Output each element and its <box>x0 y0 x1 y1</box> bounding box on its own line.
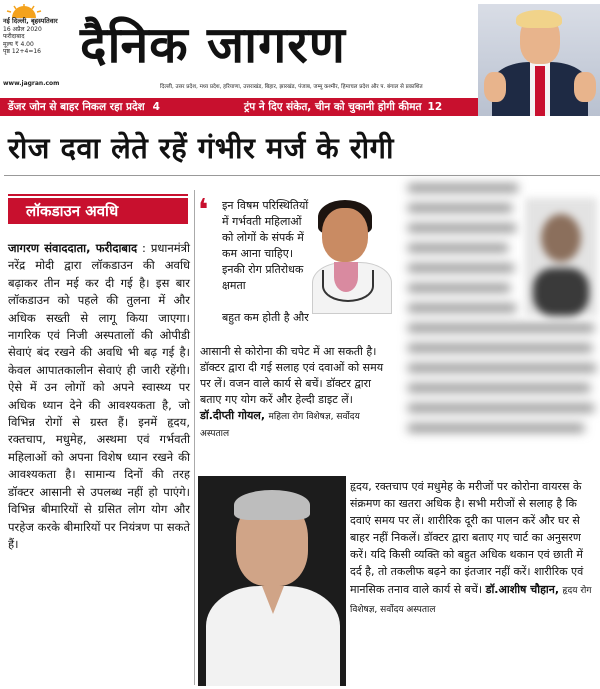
article-body-text: : प्रधानमंत्री नरेंद्र मोदी द्वारा लॉकडाउन की अवधि बढ़ाकर तीन मई कर दी गई है। इस बार लॉकडाउन को पहले की तुलना में और अधिक सख्ती से लागू किया जाएगा। नागरिक एवं निजी अस्पतालों की ओपीडी सेवाएं बंद रखने की अवधि भी बढ़ गई है। केवल आपातकालीन सेवाएं ही जारी रहेंगी। ऐसे में उन लोगों को अपने स्वास्थ्य पर अधिक ध्यान देने की आवश्यकता है, जो विभिन्न रोगों से ग्रस्त हैं। इनमें हृदय, रक्तचाप, मधुमेह, अस्थमा एवं गर्भवती महिलाओं को अपना विशेष ध्यान रखने की आवश्यकता है। सामान्य दिनों की तरह डॉक्टर आसानी से उपलब्ध नहीं हो पाएंगे। विभिन्न बीमारियों से ग्रसित लोग योग और परहेज करके बीमारियों पर नियंत्रण पा सकते हैं। <box>8 241 190 551</box>
photo-hand-left <box>484 72 506 102</box>
edition-date: 16 अप्रैल 2020 <box>3 25 42 33</box>
doctor1-text-c-body: आसानी से कोरोना की चपेट में आ सकती है। डॉक्टर द्वारा दी गई सलाह एवं दवाओं को समय पर लें। वजन वाले कार्य से बचें। डॉक्टर द्वारा बताए गए योग करें और हेल्दी डाइट लें। <box>200 345 384 407</box>
strip-left-page: 4 <box>152 101 160 113</box>
doctor2-text-body: हृदय, रक्तचाप एवं मधुमेह के मरीजों पर कोरोना वायरस के संक्रमण का खतरा अधिक है। सभी मरीजों से सलाह है कि दवाएं समय पर लें। शारीरिक दूरी का पालन करें और घर से बाहर नहीं निकलें। डॉक्टर द्वारा बताए गए चार्ट का अनुसरण करें। यदि किसी व्यक्ति को बहुत अधिक थकान एवं छाती में दर्द है, तो तकलीफ बढ़ने का इंतजार नहीं करें। शारीरिक एवं मानसिक तनाव वाले कार्य से बचें। <box>350 480 584 596</box>
column-divider <box>194 190 195 685</box>
strip-right-text: ट्रंप ने दिए संकेत, चीन को चुकानी होगी कीमत <box>244 101 422 113</box>
headline-strip <box>0 98 478 116</box>
doctor2-designation: हृदय रोग विशेषज्ञ, सर्वोदय अस्पताल <box>350 585 592 615</box>
doctor2-text <box>350 478 594 619</box>
sun-rays-icon <box>4 4 44 18</box>
edition-pages: पृष्ठ 12+4=16 <box>3 48 41 55</box>
doctor2-name: डॉ.आशीष चौहान, <box>485 582 560 596</box>
doctor1-text-a: इन विषम परिस्थितियों में गर्भवती महिलाओं को लोगों के संपर्क में कम आना चाहिए। इनकी रोग प्रतिरोधक क्षमता <box>222 199 309 293</box>
section-label: लॉकडाउन अवधि <box>8 198 188 224</box>
strip-left-item[interactable] <box>8 100 160 114</box>
photo-hand-right <box>574 72 596 102</box>
edition-info <box>3 18 83 56</box>
photo-hair <box>516 10 562 28</box>
article-byline: जागरण संवाददाता, फरीदाबाद <box>8 241 138 255</box>
section-label-rule <box>8 194 188 196</box>
strip-right-item[interactable] <box>244 100 442 114</box>
edition-city: नई दिल्ली, बृहस्पतिवार <box>3 17 58 25</box>
editions-line: दिल्ली, उत्तर प्रदेश, मध्य प्रदेश, हरियाणा, उत्तराखंड, बिहार, झारखंड, पंजाब, जम्मू कश्मीर, हिमाचल प्रदेश और प. बंगाल से प्रकाशित <box>160 84 423 90</box>
doctor1-text-b: बहुत कम होती है और <box>222 311 309 324</box>
article-headline: रोज दवा लेते रहें गंभीर मर्ज के रोगी <box>8 131 394 165</box>
doctor1-name: डॉ.दीप्ती गोयल, <box>200 409 265 423</box>
newspaper-title: दैनिक जागरण <box>80 16 346 74</box>
photo-tie <box>535 66 545 116</box>
doctor1-face <box>322 208 368 262</box>
strip-left-text: डेंजर जोन से बाहर निकल रहा प्रदेश <box>8 101 145 113</box>
doctor1-designation: महिला रोग विशेषज्ञ, सर्वोदय अस्पताल <box>200 412 360 440</box>
doctor2-hair <box>234 490 310 520</box>
quote-mark-icon: ❛ <box>198 193 209 228</box>
doctor1-text-c <box>200 344 390 443</box>
edition-price: मूल्य ₹ 4.00 <box>3 40 34 48</box>
stethoscope-icon <box>322 270 374 302</box>
blurred-photo <box>525 198 597 316</box>
website-link[interactable]: www.jagran.com <box>3 80 60 87</box>
edition-name: फरीदाबाद <box>3 33 25 40</box>
strip-right-page: 12 <box>427 101 443 113</box>
divider <box>4 175 600 176</box>
article-body <box>8 240 190 553</box>
